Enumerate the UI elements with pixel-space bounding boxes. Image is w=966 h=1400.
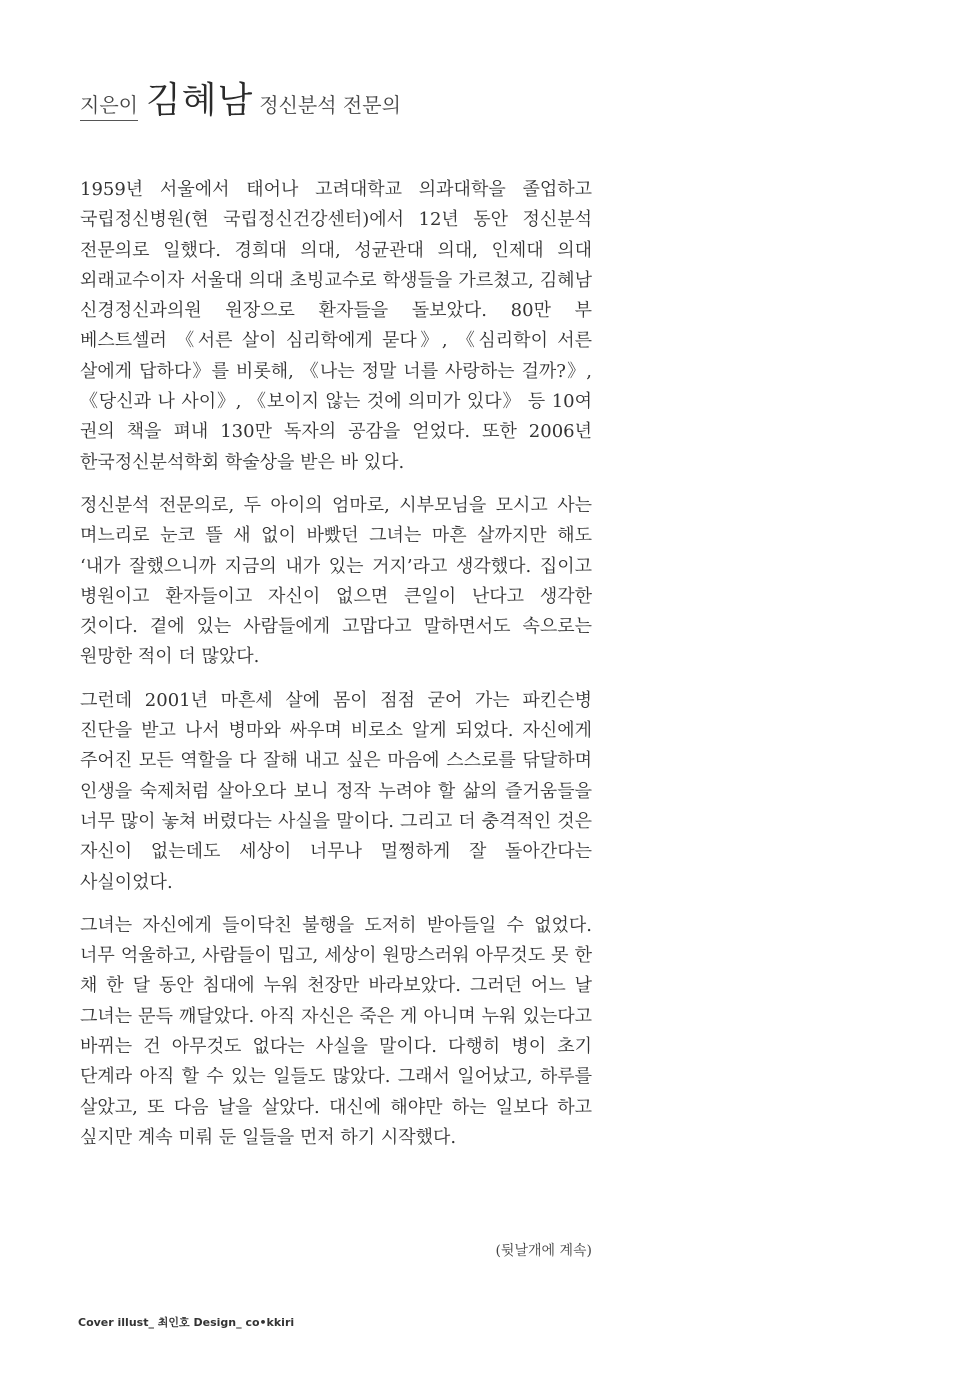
bio-paragraph-1: 1959년 서울에서 태어나 고려대학교 의과대학을 졸업하고 국립정신병원(현 국립정신건강센터)에서 12년 동안 정신분석 전문의로 일했다. 경희대 의대, 성균관대 의대, 인제대 의대 외래교수이자 서울대 의대 초빙교수로 학생들을 가르쳤고, 김혜남 신경정신과의원 원장으로 환자들을 돌보았다. 80만 부 베스트셀러 《서른 살이 심리학에게 묻다》, 《심리학이 서른 살에게 답하다》를 비롯해, 《나는 정말 너를 사랑하는 걸까?》, 《당신과 나 사이》, 《보이지 않는 것에 의미가 있다》 등 10여 권의 책을 펴내 130만 독자의 공감을 얻었다. 또한 2006년 한국정신분석학회 학술상을 받은 바 있다. <box>80 179 592 473</box>
author-prefix: 지은이 <box>80 89 138 121</box>
bio-paragraph-4: 그녀는 자신에게 들이닥친 불행을 도저히 받아들일 수 없었다. 너무 억울하고, 사람들이 밉고, 세상이 원망스러워 아무것도 못 한 채 한 달 동안 침대에 누워 천장만 바라보았다. 그러던 어느 날 그녀는 문득 깨달았다. 아직 자신은 죽은 게 아니며 누워 있는다고 바뀌는 건 아무것도 없다는 사실을 말이다. 다행히 병이 초기 단계라 아직 할 수 있는 일들도 많았다. 그래서 일어났고, 하루를 살았고, 또 다음 날을 살았다. 대신에 해야만 하는 일보다 하고 싶지만 계속 미뤄 둔 일들을 먼저 하기 시작했다. <box>80 914 592 1148</box>
bio-paragraph-3: 그런데 2001년 마흔세 살에 몸이 점점 굳어 가는 파킨슨병 진단을 받고 나서 병마와 싸우며 비로소 알게 되었다. 자신에게 주어진 모든 역할을 다 잘해 내고 싶은 마음에 스스로를 닦달하며 인생을 숙제처럼 살아오다 보니 정작 누려야 할 삶의 즐거움들을 너무 많이 놓쳐 버렸다는 사실을 말이다. 그리고 더 충격적인 것은 자신이 없는데도 세상이 너무나 멀쩡하게 잘 돌아간다는 사실이었다. <box>80 689 592 893</box>
author-line <box>80 72 401 123</box>
bio-paragraph-2: 정신분석 전문의로, 두 아이의 엄마로, 시부모님을 모시고 사는 며느리로 눈코 뜰 새 없이 바빴던 그녀는 마흔 살까지만 해도 ‘내가 잘했으니까 지금의 내가 있는 거지’라고 생각했다. 집이고 병원이고 환자들이고 자신이 없으면 큰일이 난다고 생각한 것이다. 곁에 있는 사람들에게 고맙다고 말하면서도 속으로는 원망한 적이 더 많았다. <box>80 494 592 668</box>
author-biography <box>80 175 592 1166</box>
author-name: 김혜남 <box>145 80 254 121</box>
continued-note: (뒷날개에 계속) <box>495 1243 592 1259</box>
author-title: 정신분석 전문의 <box>259 93 401 117</box>
cover-credits: Cover illust_ 최인호 Design_ co•kkiri <box>78 1316 295 1329</box>
